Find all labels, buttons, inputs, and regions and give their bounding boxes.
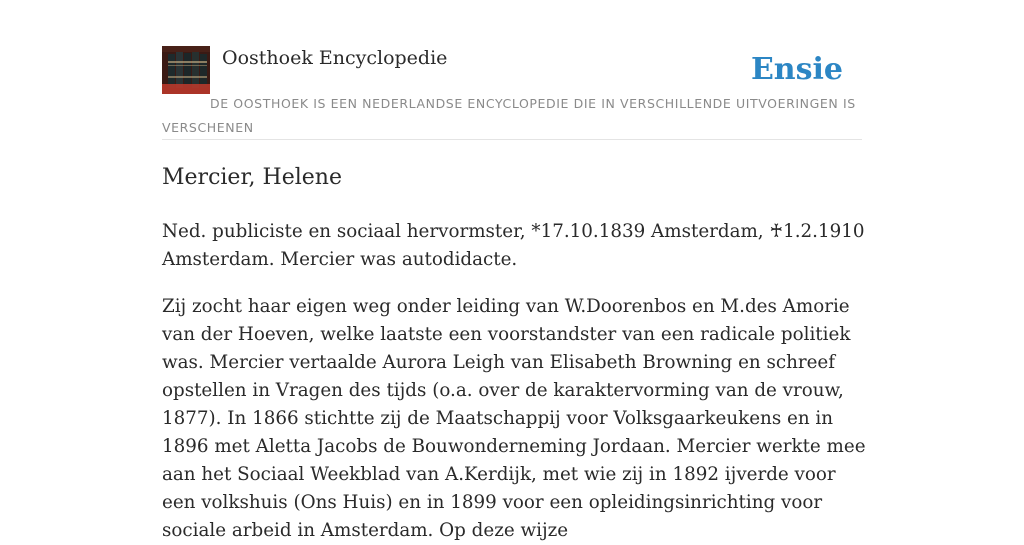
site-title[interactable]: Oosthoek Encyclopedie xyxy=(222,47,448,69)
site-tagline: DE OOSTHOEK IS EEN NEDERLANDSE ENCYCLOPEDIE DIE IN VERSCHILLENDE UITVOERINGEN IS VERSCHENEN xyxy=(162,96,856,135)
article-paragraph: Zij zocht haar eigen weg onder leiding van W.Doorenbos en M.des Amorie van der Hoeven, welke laatste een voorstandster van een radicale politiek was. Mercier vertaalde Aurora Leigh van Elisabeth Browning en schreef opstellen in Vragen des tijds (o.a. over de karaktervorming van de vrouw, 1877). In 1866 stichtte zij de Maatschappij voor Volksgaarkeukens en in 1896 met Aletta Jacobs de Bouwonderneming Jordaan. Mercier werkte mee aan het Sociaal Weekblad van A.Kerdijk, met wie zij in 1892 ijverde voor een volkshuis (Ons Huis) en in 1899 voor een opleidingsinrichting voor sociale arbeid in Amsterdam. Op deze wijze xyxy=(162,296,866,541)
brand-logo[interactable]: Ensie xyxy=(750,52,843,87)
article-title: Mercier, Helene xyxy=(162,165,342,190)
article xyxy=(162,162,866,545)
encyclopedia-books-icon[interactable] xyxy=(162,46,210,94)
site-header xyxy=(162,46,862,140)
article-paragraph: Ned. publiciste en sociaal hervormster, *17.10.1839 Amsterdam, ♰1.2.1910 Amsterdam. Mercier was autodidacte. xyxy=(162,221,865,270)
